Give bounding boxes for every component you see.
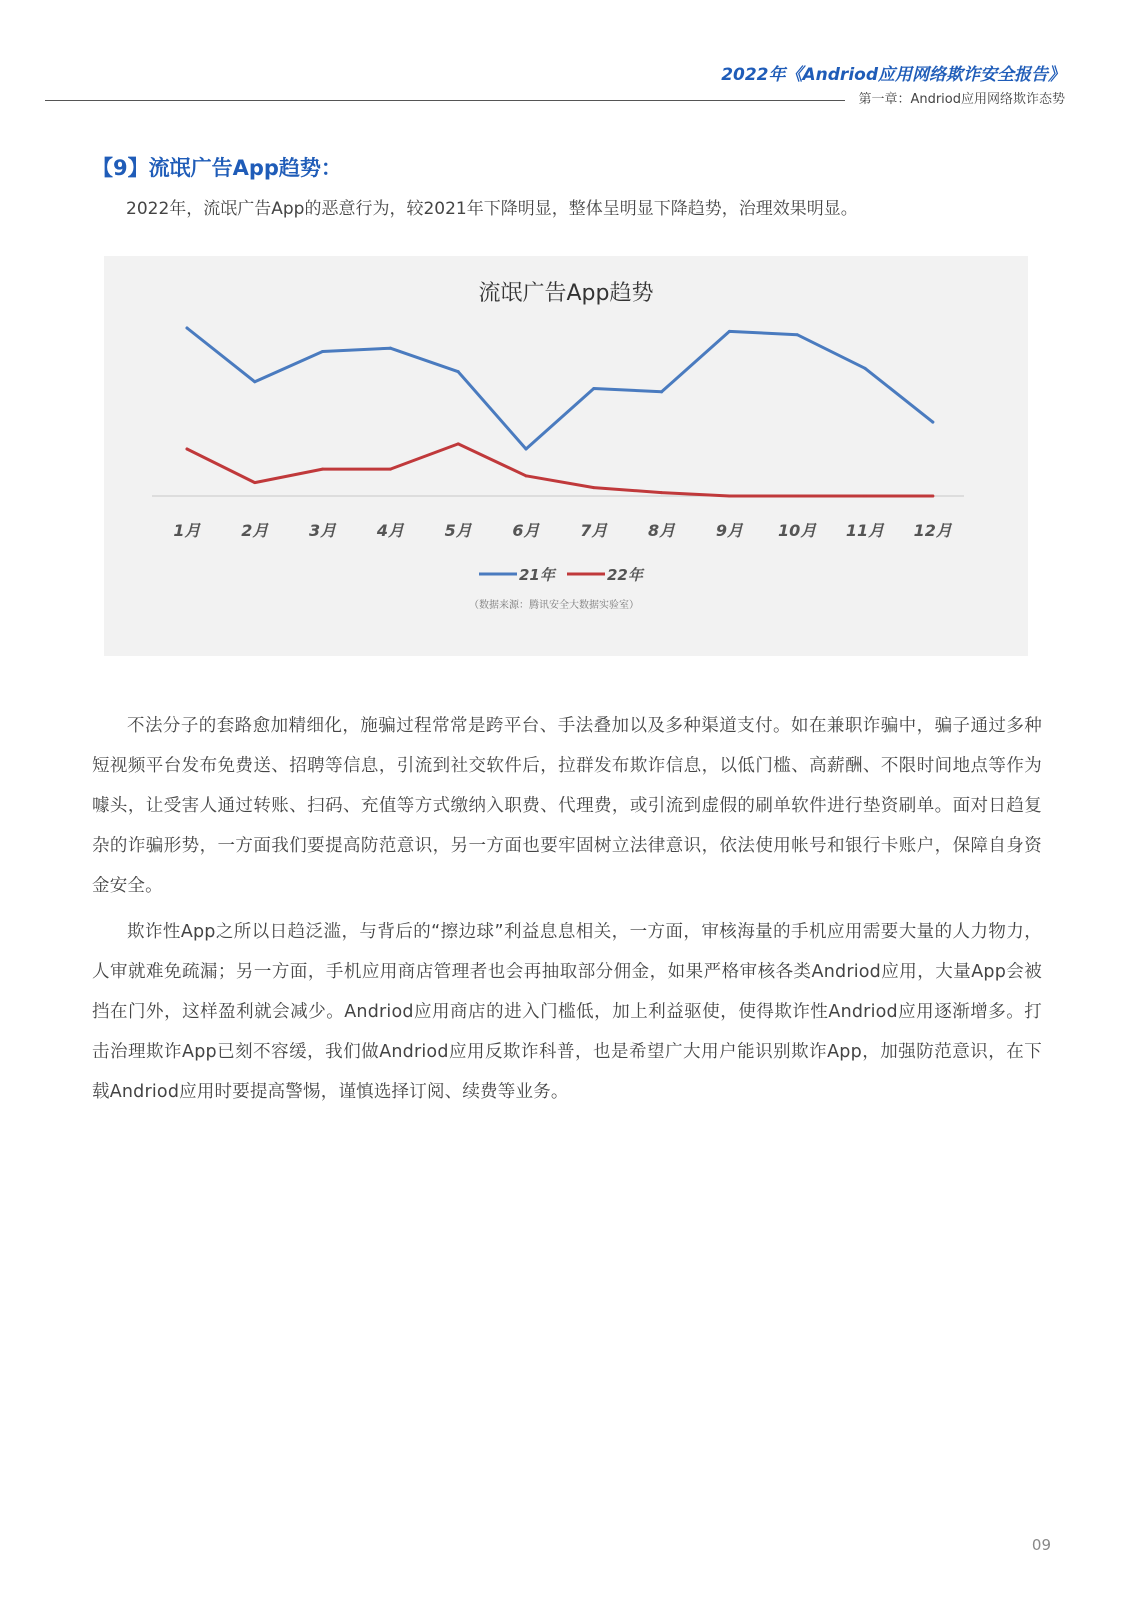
x-tick-label: 8月 [648, 521, 676, 540]
x-tick-label: 11月 [845, 521, 885, 540]
data-point [186, 327, 189, 330]
data-point [457, 442, 460, 445]
report-title: 2022年《Andriod应用网络欺诈安全报告》 [721, 65, 1065, 85]
data-point [389, 347, 392, 350]
body-paragraph-2: 欺诈性App之所以日趋泛滥，与背后的“擦边球”利益息息相关，一方面，审核海量的手机应用需要大量的人力物力，人审就难免疏漏；另一方面，手机应用商店管理者也会再抽取部分佣金，如果严格审核各类Andriod应用，大量App会被挡在门外，这样盈利就会减少。Andriod应用商店的进入门槛低，加上利益驱使，使得欺诈性Andriod应用逐渐增多。打击治理欺诈App已刻不容缓，我们做Andriod应用反欺诈科普，也是希望广大用户能识别欺诈App，加强防范意识，在下载Andriod应用时要提高警惕，谨慎选择订阅、续费等业务。 [92, 922, 1042, 1102]
data-point [864, 367, 867, 370]
series-line-2 [187, 444, 933, 496]
chapter-title: 第一章：Andriod应用网络欺诈态势 [858, 92, 1065, 107]
legend-label-1: 21年 [519, 566, 555, 584]
x-tick-label: 7月 [580, 521, 608, 540]
data-point [796, 333, 799, 336]
x-tick-label: 1月 [173, 521, 201, 540]
data-point [796, 495, 799, 498]
header-divider [45, 100, 845, 101]
x-tick-label: 9月 [715, 521, 743, 540]
data-point [457, 370, 460, 373]
data-point [864, 495, 867, 498]
x-tick-label: 2月 [241, 521, 269, 540]
x-tick-label: 5月 [444, 521, 472, 540]
x-tick-label: 12月 [913, 521, 952, 540]
legend-label-2: 22年 [607, 566, 643, 584]
data-point [253, 481, 256, 484]
data-point [660, 491, 663, 494]
data-point [931, 421, 934, 424]
data-point [321, 468, 324, 471]
data-point [525, 474, 528, 477]
data-point [728, 495, 731, 498]
data-point [253, 380, 256, 383]
page-number: 09 [1031, 1536, 1051, 1554]
x-tick-label: 4月 [376, 521, 404, 540]
x-tick-label: 10月 [778, 521, 817, 540]
data-point [321, 350, 324, 353]
body-paragraph-1: 不法分子的套路愈加精细化，施骗过程常常是跨平台、手法叠加以及多种渠道支付。如在兼职诈骗中，骗子通过多种短视频平台发布免费送、招聘等信息，引流到社交软件后，拉群发布欺诈信息，以低门槛、高薪酬、不限时间地点等作为噱头，让受害人通过转账、扫码、充值等方式缴纳入职费、代理费，或引流到虚假的刷单软件进行垫资刷单。面对日趋复杂的诈骗形势，一方面我们要提高防范意识，另一方面也要牢固树立法律意识，依法使用帐号和银行卡账户，保障自身资金安全。 [92, 716, 1042, 896]
data-point [592, 486, 595, 489]
data-point [728, 330, 731, 333]
data-point [389, 468, 392, 471]
x-tick-label: 6月 [512, 521, 540, 540]
data-point [525, 447, 528, 450]
data-point [592, 387, 595, 390]
series-line-1 [187, 328, 933, 449]
section-intro: 2022年，流氓广告App的恶意行为，较2021年下降明显，整体呈明显下降趋势，治理效果明显。 [126, 199, 858, 219]
chart-title: 流氓广告App趋势 [478, 281, 654, 306]
trend-chart [104, 256, 1028, 656]
data-point [660, 390, 663, 393]
section-heading: 【9】流氓广告App趋势： [92, 156, 342, 180]
chart-source-note: （数据来源：腾讯安全大数据实验室） [469, 600, 639, 611]
x-tick-label: 3月 [309, 521, 337, 540]
data-point [186, 447, 189, 450]
data-point [931, 495, 934, 498]
trend-chart-svg [104, 256, 1028, 656]
